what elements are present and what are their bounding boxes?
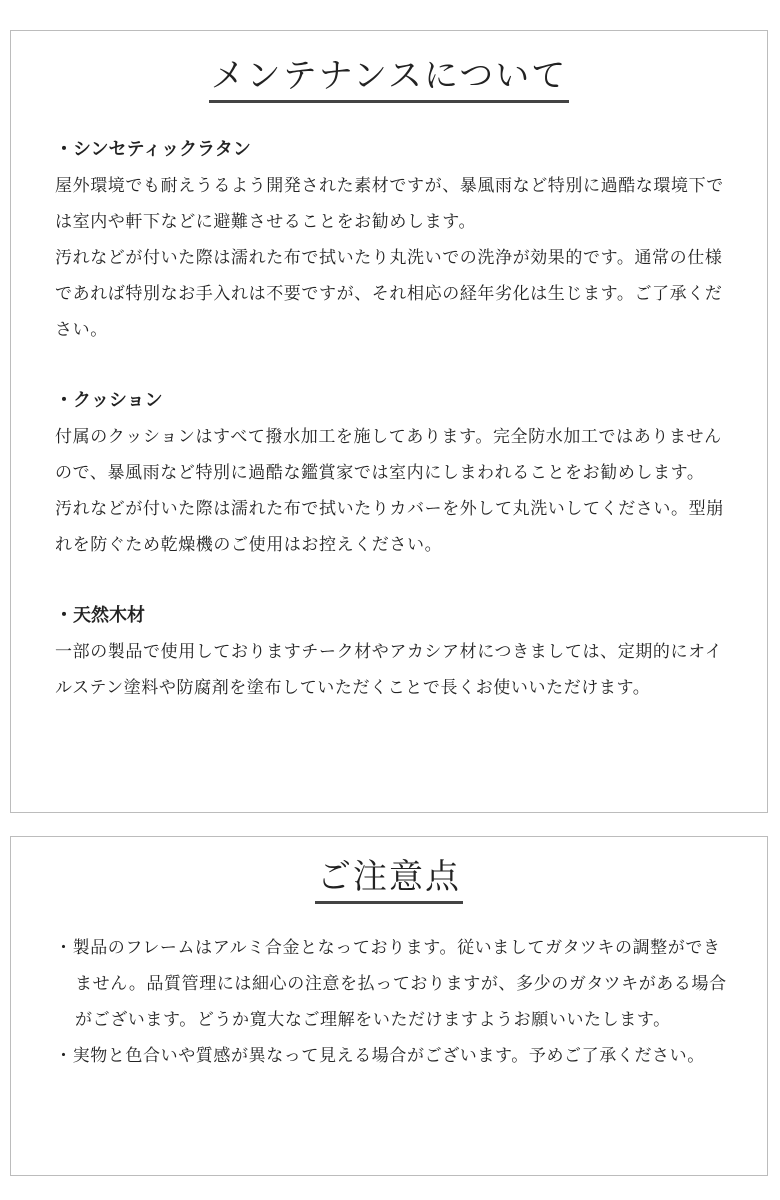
notes-title-wrap	[11, 857, 767, 904]
section-heading: ・クッション	[55, 390, 163, 411]
section-heading: ・シンセティックラタン	[55, 139, 251, 160]
section-paragraph: 汚れなどが付いた際は濡れた布で拭いたり丸洗いでの洗浄が効果的です。通常の仕様であれば特別なお手入れは不要ですが、それ相応の経年劣化は生じます。ご了承ください。	[55, 248, 723, 340]
section-paragraph: 付属のクッションはすべて撥水加工を施してあります。完全防水加工ではありませんので、暴風雨など特別に過酷な鑑賞家では室内にしまわれることをお勧めします。	[55, 427, 722, 483]
note-item: ・製品のフレームはアルミ合金となっております。従いましてガタツキの調整ができません。品質管理には細心の注意を払っておりますが、多少のガタツキがある場合がございます。どうか寛大なご理解をいただけますようお願いいたします。	[55, 938, 727, 1030]
notes-content	[55, 930, 729, 1074]
notes-panel	[10, 836, 768, 1176]
note-item: ・実物と色合いや質感が異なって見える場合がございます。予めご了承ください。	[55, 1046, 705, 1066]
maintenance-title: メンテナンスについて	[209, 56, 570, 103]
section-paragraph: 一部の製品で使用しておりますチーク材やアカシア材につきましては、定期的にオイルステン塗料や防腐剤を塗布していただくことで長くお使いいただけます。	[55, 642, 723, 698]
section-natural-wood	[55, 598, 729, 706]
section-paragraph: 屋外環境でも耐えうるよう開発された素材ですが、暴風雨など特別に過酷な環境下では室内や軒下などに避難させることをお勧めします。	[55, 176, 724, 232]
section-heading: ・天然木材	[55, 605, 145, 626]
notes-title: ご注意点	[315, 857, 463, 904]
section-synthetic-rattan	[55, 132, 729, 348]
section-cushion	[55, 383, 729, 563]
maintenance-content	[55, 132, 729, 741]
section-paragraph: 汚れなどが付いた際は濡れた布で拭いたりカバーを外して丸洗いしてください。型崩れを防ぐため乾燥機のご使用はお控えください。	[55, 499, 724, 555]
maintenance-title-wrap	[11, 56, 767, 103]
maintenance-panel	[10, 30, 768, 813]
